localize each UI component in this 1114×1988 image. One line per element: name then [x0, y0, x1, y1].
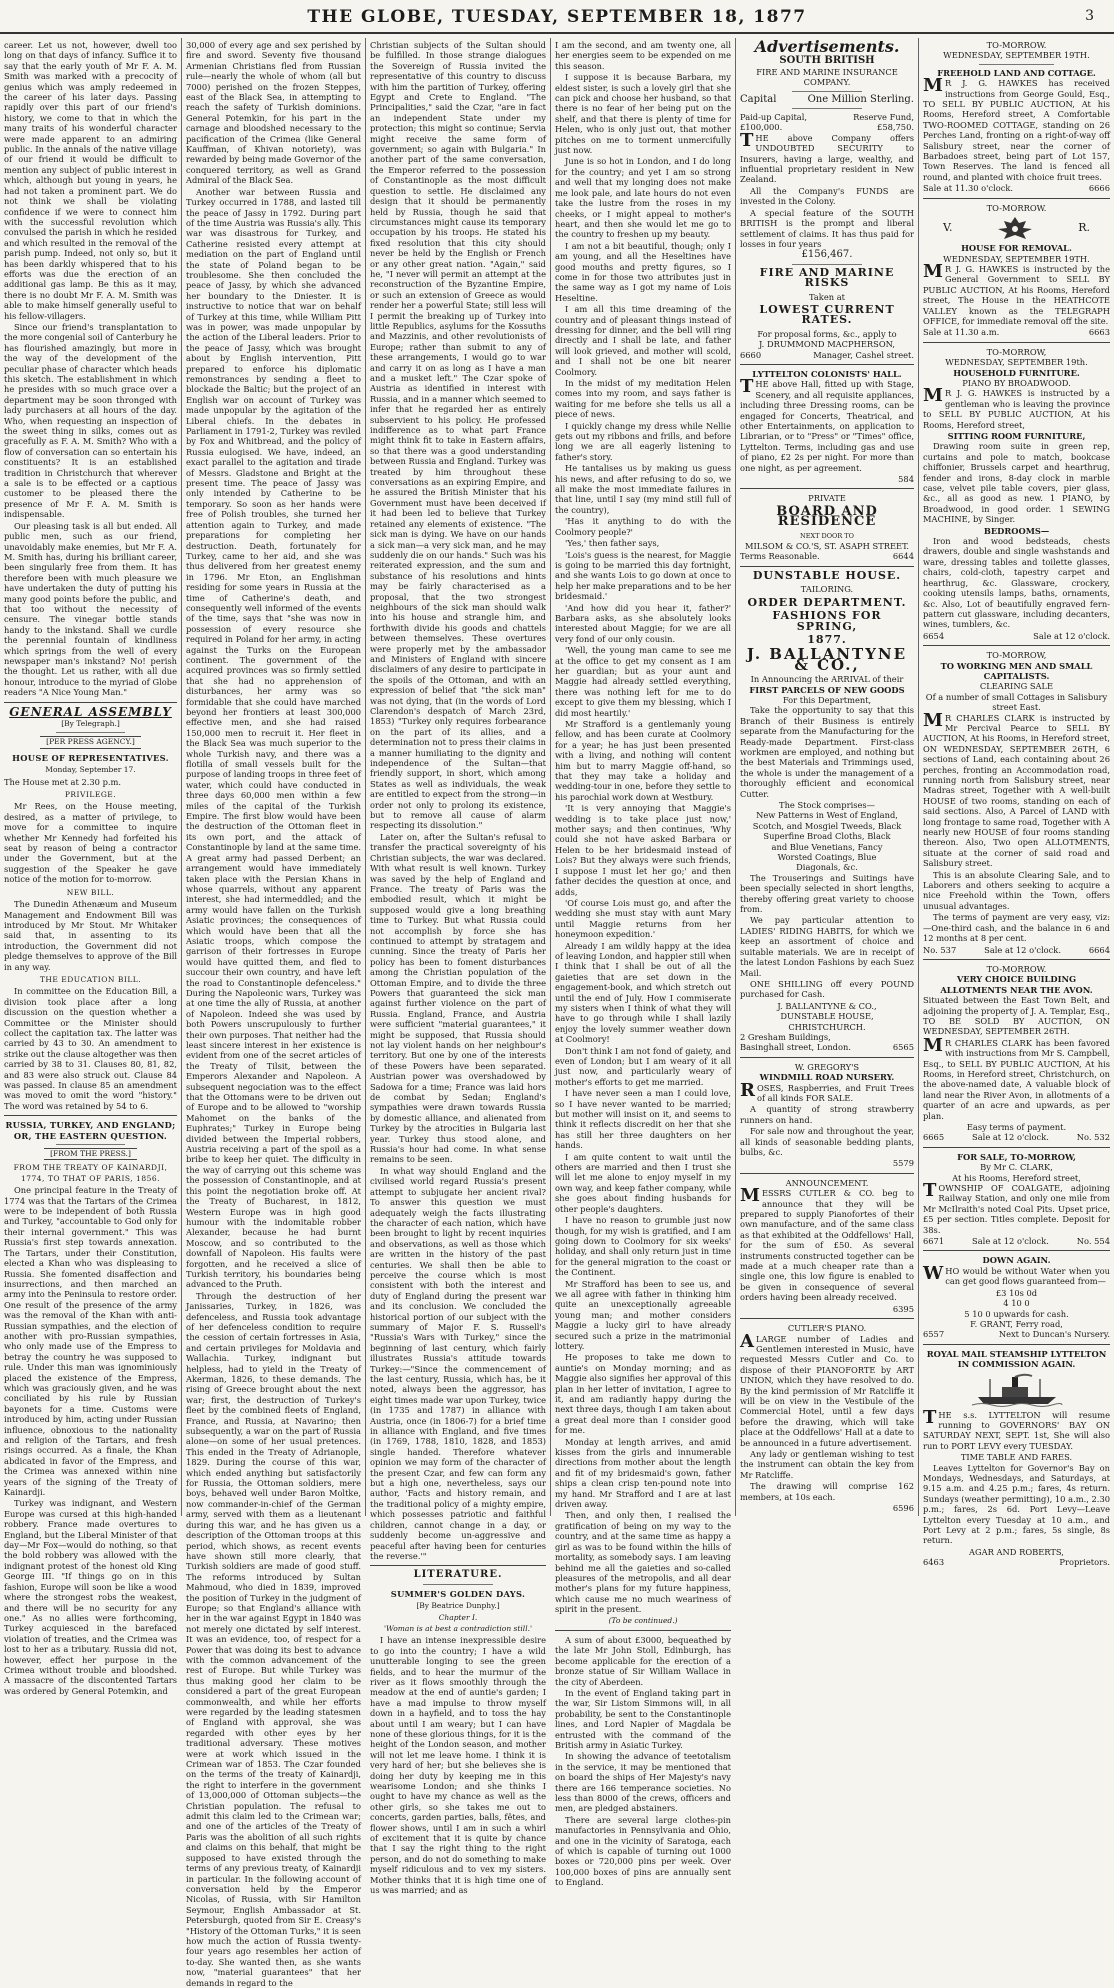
ad-ref: 6660 — [740, 349, 762, 360]
ad-paragraph: MR J. G. HAWKES is instructed by a gentleman who is leaving the province to SELL BY PUBLIC AUCTION, At his Rooms, Hereford street, — [923, 385, 1110, 430]
story-paragraph: Then, and only then, I realised the gratification of being on my way to the country, and at the same time as happy a girl as was to be found within the hills of mortality, as somebody says. I am leaving behind me all the gaieties and so-called pleasures of the metropolis, and all dear mother's plans for my future happiness, which cause me no much weariness of spirit in the present. — [555, 1510, 731, 1615]
ad-when: TO-MORROW. — [986, 963, 1047, 974]
ad-ref: 6664 — [1088, 944, 1110, 955]
ad-signature: F. GRANT, Ferry road, — [970, 1318, 1063, 1329]
divider — [555, 1630, 731, 1631]
ad-paragraph: THE above Hall, fitted up with Stage, Scenery, and all requisite appliances, including three Dressing rooms, can be engaged for Concerts, Theatrical, and other Entertainments, on application to Librarian, or to "Press" or "Times" office, Lyttelton. Terms, including gas and use of piano, £2 2s per night. For more than one night, as per agreement. — [740, 376, 914, 473]
story-paragraph: I am all this time dreaming of the country and of pleasant things instead of dressing for dinner, and the bell will ring directly and I shall be late, and father will look grieved, and mother will scold, and I shall not be one bit nearer Coolmory. — [555, 304, 731, 377]
ad-title: FIRE AND MARINE RISKS — [759, 265, 895, 290]
ad-date: WEDNESDAY, SEPTEMBER 19TH. — [943, 50, 1090, 61]
story-paragraph: I have no reason to grumble just now though, for my wish is gratified, and I am going down to Coolmory for six weeks' holiday, and shall only return just in time for the general migration to the coast or the Continent. — [555, 1215, 731, 1278]
price-item: 4 10 0 — [1003, 1298, 1030, 1309]
article-paragraph: Turkey was indignant, and Western Europe was cursed at this high-handed robbery. France made overtures to England, but the Liberal Minister of that day—Mr Fox—would do nothing, so that the bold robbery was allowed with the indignant protest of the honest old King George III. "If things go on in this fashion, Europe will soon be like a wood where the strongest robs the weakest, and there will be no security for any one." As no allies were forthcoming, Turkey acquiesced in the barefaced violation of treaties, and the Crimea was lost to her as a tributary. Russia did not, however, effect her purpose in the Crimea without trouble and bloodshed. A massacre of the discontented Tartars was ordered by General Potemkin, and — [4, 1498, 177, 1696]
ad-line: FIRST PARCELS OF NEW GOODS — [749, 684, 905, 695]
ad-paragraph: TOWNSHIP OF COALGATE, adjoining Railway Station, and only one mile from Mr McIlraith's noted Coal Pits. Upset price, £5 per section. Titles complete. Deposit for 38s. — [923, 1180, 1110, 1235]
chapter-label: Chapter I. — [438, 1612, 478, 1622]
ad-title: VERY CHOICE BUILDING ALLOTMENTS NEAR THE AVON. — [940, 974, 1093, 995]
ad-ref: 6463 — [923, 1557, 945, 1568]
story-paragraph: Already I am wildly happy at the idea of leaving London, and happier still when I think that I shall be out of all the gaieties that are set down in the engagement-book, and which stretch out until the end of July. How I commiserate my sisters when I think of what they will have to go through while I shall lazily enjoy the lovely summer weather down at Coolmory! — [555, 940, 731, 1045]
ad-title: DOWN AGAIN. — [982, 1255, 1051, 1266]
ad-paragraph: Leaves Lyttelton for Governor's Bay on Mondays, Wednesdays, and Saturdays, at 9.15 a.m. and 4.25 p.m.; fares, 4s return. Sundays (weather permitting), 10 a.m., 2.30 p.m.; fares, 2s 6d. Port Levy—Leave Lyttelton every Tuesday at 10 a.m., and Port Levy at 2 p.m.; fares, 5s single, 8s return. — [923, 1462, 1110, 1546]
ad-paragraph: MR J. G. HAWKES has received instructions from George Gould, Esq., TO SELL BY PUBLIC AUCTION, At his Rooms, Hereford street, A Comfortable TWO-ROOMED COTTAGE, standing on 26 Perches Land, fronting on a right-of-way off Salisbury street, near the corner of Barbadoes street, being part of Lot 157, Town Reserves. The land is fenced all round, and planted with choice fruit trees. — [923, 75, 1110, 182]
ad-line: Proprietors. — [1059, 1557, 1110, 1568]
ad-when: TO-MORROW, — [986, 650, 1047, 661]
ad-paragraph: MR CHARLES CLARK is instructed by Mr Percival Pearce to SELL BY AUCTION, At his Rooms, in Hereford street, ON WEDNESDAY, SEPTEMBER 26TH, 6 sections of Land, each containing about 26 perches, fronting an Accommodation road, running north from Salisbury street, near Madras street, Together with A well-built HOUSE of two rooms, standing on each of said sections. Also, A Parcel of LAND with long frontage to same road, Together with A nearly new HOUSE of four rooms standing thereon. Also, Two open ALLOTMENTS, situate at the corner of said road and Salisbury street. — [923, 709, 1110, 869]
ad-total: £156,467. — [801, 249, 853, 261]
news-item: A sum of about £3000, bequeathed by the late Mr John Stoll, Edinburgh, has become applicable for the erection of a bronze statue of Sir William Wallace in the city of Aberdeen. — [555, 1634, 731, 1687]
ad-title: CUTLER'S PIANO. — [787, 1323, 867, 1334]
ad-title: BOARD AND RESIDENCE — [776, 503, 878, 530]
price-item: £3 10s 0d — [995, 1287, 1038, 1298]
column-4 — [551, 40, 735, 1888]
ad-line: TIME TABLE AND FARES. — [960, 1452, 1073, 1463]
subheading: THE EDUCATION BILL. — [39, 974, 142, 984]
ad-title: LOWEST CURRENT RATES. — [759, 302, 895, 327]
ad-title: WINDMILL ROAD NURSERY. — [759, 1072, 895, 1083]
funds-row — [740, 122, 914, 132]
section-heading: RUSSIA, TURKEY, AND ENGLAND; OR, THE EASTERN QUESTION. — [5, 1120, 176, 1141]
ad-paragraph: This is an absolute Clearing Sale, and to Laborers and others seeking to acquire a nice Freehold within the Town, offers unusual advantages. — [923, 869, 1110, 911]
ad-ref: No. 532 — [1076, 1132, 1110, 1143]
article-paragraph: I have an intense inexpressible desire to go into the country; I have a wild unutterable longing to see the green fields, and to hear the murmur of the river as it flows smoothly through the meadow at the end of auntie's garden; I have a mad impulse to throw myself down in a hayfield, and to toss the hay about until I am weary; but I can have none of these glorious things, for it is the height of the London season, and mother will not let me leave home. I think it is very hard of her; but she believes she is doing her duty by keeping me in this wearisome London; and she thinks I ought to have my chance as well as the other girls, so she takes me out to concerts, garden parties, balls, fêtes, and flower shows, until I am in such a whirl of excitement that it is quite by chance that I say the right thing to the right person, and do not do something to make myself ridiculous and to vex my sisters. Mother thinks that it is high time one of us was married; and as — [370, 1635, 546, 1896]
paid-value: £100,000. — [740, 122, 783, 133]
capital-row — [740, 95, 914, 105]
ad-line: 2 Gresham Buildings, — [740, 1031, 831, 1042]
capital-value: One Million Sterling. — [807, 93, 914, 105]
ad-paragraph: For sale now and throughout the year, all kinds of seasonable bedding plants, bulbs, &c. — [740, 1126, 914, 1157]
ad-paragraph: Drawing room suite in green rep, curtains and pole to match, bookcase chiffonier, Brussels carpet and hearthrug, fender and irons, 8-day clock in marble case, velvet pile table covers, pier glass, &c., all as good as new. 1 PIANO, by Broadwood, in good order. 1 SEWING MACHINE, by Singer. — [923, 441, 1110, 525]
ad-ref: 6596 — [892, 1503, 914, 1513]
divider — [423, 1584, 493, 1585]
ad-footer — [740, 350, 914, 360]
source-line: [FROM THE PRESS.] — [44, 1148, 137, 1160]
divider — [56, 732, 125, 733]
divider — [923, 959, 1110, 960]
ad-ref: 6395 — [892, 1303, 914, 1314]
story-paragraph: June is so hot in London, and I do long for the country; and yet I am so strong and well that my longing does not make me look pale, and late hours do not even take the lustre from the roses in my cheeks, or I might appeal to mother's heart, and then she would let me go to the country to freshen up my beauty. — [555, 156, 731, 240]
ad-footer — [923, 1236, 1110, 1246]
sale-time: Sale at 12 o'clock. — [984, 944, 1061, 955]
ad-line: Taken at — [808, 291, 846, 302]
ad-line: PIANO BY BROADWOOD. — [962, 377, 1071, 388]
article-paragraph: Mr Rees, on the House meeting, desired, as a matter of privilege, to move for a committee to inquire whether Mr Kennedy had forfeited his seat by reason of being a contractor under the Government, but at the suggestion of the Speaker he gave notice of the motion for to-morrow. — [4, 801, 177, 885]
ad-paragraph: ROSES, Raspberries, and Fruit Trees of all kinds FOR SALE. — [740, 1079, 914, 1103]
story-paragraph: 'Yes,' then father says, — [565, 538, 660, 549]
ad-line: TAILORING. — [800, 584, 854, 595]
article-paragraph: Later on, after the Sultan's refusal to transfer the practical sovereignty of his Christian subjects, the war was declared. With what result is well known. Turkey was saved by the help of England and France. The treaty of Paris was the embodied result, which it might be supposed would give a long breathing time to Turkey. But what Russia could not accomplish by force she has continued to attempt by stratagem and cunning. Since the treaty of Paris her policy has been to foment disturbances among the Christian population of the Ottoman Empire, and to divide the three Powers that guaranteed the sick man against further violence on the part of Russia. England, France, and Austria were sufficient "material guarantees," it might be supposed, that Russia should not lay violent hands on her neighbour's territory. But one by one of the interests of these Powers have been separated. Austrian power was overshadowed by Sadowa for a time; France was laid hors de combat by Sedan; England's sympathies were drawn towards Russia by domestic alliance, and alienated from Turkey by the atrocities in Bulgaria last year. Turkey thus stood alone, and Russia's hour had come. In what sense remains to be seen. — [370, 831, 546, 1165]
date-line: Monday, September 17. — [45, 765, 136, 775]
divider — [923, 1147, 1110, 1148]
sale-time: Sale at 11.30 o'clock. — [923, 183, 1014, 194]
story-title: SUMMER'S GOLDEN DAYS. — [390, 1588, 526, 1599]
column-3 — [366, 40, 550, 1896]
ad-ref: 6654 — [923, 630, 945, 641]
story-paragraph: 'It is very annoying that Maggie's wedding is to take place just now,' mother says; and then continues, 'Why could she not have asked Barbara or Helen to be her bridesmaid instead of Lois? But they always were such friends, I suppose I must let her go;' and then father decides the question at once, and adds, — [555, 803, 731, 897]
divider — [4, 702, 177, 703]
ad-subtitle: FIRE AND MARINE INSURANCE COMPANY. — [756, 66, 898, 88]
ad-signature: J. BALLANTYNE & CO., — [777, 1000, 877, 1011]
ad-paragraph: THE s.s. LYTTELTON will resume running to GOVERNORS' BAY ON SATURDAY NEXT, SEPT. 1st, She will also run to PORT LEVY every TUESDAY. — [923, 1406, 1110, 1451]
story-paragraph: I am not a bit beautiful, though; only I am young, and all the Heseltines have good mouths and pretty figures, so I come in for those two attributes just in the same way as I got my name of Lois Heseltine. — [555, 240, 731, 303]
divider — [740, 566, 914, 567]
ad-line: NEXT DOOR TO — [800, 531, 854, 540]
story-paragraph: Mr Strafford is a gentlemanly young fellow, and has been curate at Coolmory for a year; he has just been presented with a living, and nothing will content him but to marry Maggie off-hand, so that they may take a holiday and wedding-tour in one, before they settle to his parochial work down at Westbury. — [555, 719, 731, 802]
reserve-label: Reserve Fund, — [853, 112, 914, 123]
price-item: 5 10 0 upwards for cash. — [964, 1308, 1069, 1319]
article-paragraph: career. Let us not, however, dwell too long on that days of infancy. Suffice it to say that the early youth of Mr F. A. M. Smith was marked with a precocity of genius which was amply redeemed in the career of his later days. Passing rapidly over this part of our friend's history, we come to that in which the many traits of his wonderful character were made apparent to an admiring public. In the annals of the native village of our friend it would be difficult to mention any subject of public interest in which, although but young in years, he had not taken a prominent part. We do not think we shall be violating confidence if we were to connect him with the successful revolution which convulsed the parish in which he resided and which resulted in the removal of the parish pump. Indeed, not only so, but it has been darkly whispered that to his efforts was due the erection of an additional gas lamp. Be this as it may, there is no doubt Mr F. A. M. Smith was able to make himself generally useful to his fellow-villagers. — [4, 40, 177, 321]
column-6 — [919, 40, 1114, 1568]
story-paragraph: Mr Strafford has been to see us, and we all agree with father in thinking him quite an unexceptionally agreeable young man; and mother considers Maggie a lucky girl to have already secured such a prize in the matrimonial lottery. — [555, 1278, 731, 1351]
source-line: [PER PRESS AGENCY.] — [40, 736, 141, 748]
divider — [979, 64, 1054, 65]
ad-when: TO-MORROW. — [986, 202, 1047, 213]
paid-label: Paid-up Capital, — [740, 112, 808, 123]
column-2 — [182, 40, 365, 1988]
ad-title: ROYAL MAIL STEAMSHIP LYTTELTON IN COMMISSION AGAIN. — [926, 1348, 1107, 1370]
ad-title: SOUTH BRITISH — [779, 55, 875, 67]
ad-title: 1877. — [807, 632, 847, 646]
news-item: In the event of England taking part in the war, Sir Listom Simmons will, in all probability, be sent to the Constantinople lines, and Lord Napier of Magdala be entrusted with the command of the British army in Asiatic Turkey. — [555, 1687, 731, 1750]
story-paragraph: He proposes to take me down to auntie's on Monday morning; and as Maggie also signifies her approval of this plan in her letter of invitation, I agree to it, and am radiantly happy during the next three days, though I am taken about a great deal more than I consider good for me. — [555, 1352, 731, 1436]
article-paragraph: The Dunedin Athenæum and Museum Management and Endowment Bill was introduced by Mr Stout. Mr Whitaker said that, in assenting to its introduction, the Government did not pledge themselves to approve of the Bill in any way. — [4, 899, 177, 972]
ad-when: TO-MORROW. — [986, 40, 1047, 50]
story-paragraph: In the midst of my meditation Helen comes into my room, and says father is waiting for me before she tells us all a piece of news. — [555, 378, 731, 420]
ad-title: W. GREGORY'S — [794, 1061, 860, 1072]
story-paragraph: I am quite content to wait until the others are married and then I trust she will let me alone to enjoy myself in my own way, and keep father company, while she goes about finding husbands for other people's daughters. — [555, 1151, 731, 1214]
ad-footer — [923, 1557, 1110, 1567]
news-item: In showing the advance of teetotalism in the service, it may be mentioned that on board the ships of Her Majesty's navy there are 166 temperance societies. No less than 8000 of the crews, officers and men, are pledged abstainers. — [555, 1751, 731, 1814]
ad-ref: 6644 — [892, 551, 914, 562]
article-paragraph: In what way should England and the civilised world regard Russia's present attempt to subjugate her ancient rival? To answer this question we must adequately weigh the facts illustrating the character of each nation, which have been brought to light by recent inquiries and observations, as well as those which are written in the history of the past centuries. We shall then be able to perceive the course which is most consistent with both the interest and duty of England during the present war and its conclusion. We concluded the historical portion of our subject with the summary of Major F. S. Russell's "Russia's Wars with Turkey," since the beginning of last century, which fairly illustrates Russia's attitude towards Turkey:—"Since the commencement of the last century, Russia, which has, be it noted, always been the aggressor, has eight times made war upon Turkey, twice (in 1735 and 1787) in alliance with Austria, once (in 1806-7) for a brief time in alliance with England, and five times (in 1769, 1788, 1810, 1828, and 1853) single handed. Therefore whatever opinion we may form of the character of the present Czar, and few can form any but a high one, nevertheless, says our author, 'Facts and history remain, and the traditional policy of a mighty empire, which possesses patriotic and faithful children, cannot change in a day, or suddenly become un-aggressive and peaceful after having been for centuries the reverse.'" — [370, 1165, 546, 1561]
story-paragraph: I am the second, and am twenty one, all her energies seem to be expended on me this season. — [555, 40, 731, 71]
ad-footer — [923, 1329, 1110, 1339]
ad-line: BEDROOMS— — [983, 525, 1050, 536]
crest-row — [923, 213, 1110, 243]
ad-ref: 6665 — [923, 1132, 945, 1143]
divider — [923, 645, 1110, 646]
divider — [56, 1144, 125, 1145]
story-paragraph: I have never seen a man I could love, so I have never wanted to be married; but mother will insist on it, and seems to think it reflects discredit on her that she has still her three daughters on her hands. — [555, 1088, 731, 1151]
ad-ref: No. 537 — [923, 944, 957, 955]
masthead — [0, 0, 1114, 34]
ad-title: FOR SALE, TO-MORROW, — [957, 1151, 1076, 1162]
source-line: [By Telegraph.] — [61, 719, 120, 728]
ad-paragraph: MR J. G. HAWKES is instructed by the General Government to SELL BY PUBLIC AUCTION, At his Rooms, Hereford street, The House in the HEATHCOTE VALLEY known as the TELEGRAPH OFFICE, for immediate removal off the site. — [923, 260, 1110, 326]
ad-ref: 6666 — [1088, 183, 1110, 194]
ad-line: By Mr C. CLARK, — [980, 1162, 1053, 1173]
ad-signature: AGAR AND ROBERTS, — [969, 1546, 1064, 1557]
ad-paragraph: Take the opportunity to say that this Branch of their Business is entirely separate from the Manufacturing for the Ready-made Department. First-class workmen are employed, and nothing but the best Materials and Trimmings used, the whole is under the management of a thoroughly efficient and economical Cutter. — [740, 705, 914, 799]
stock-item: Scotch, and Mosgiel Tweeds, Black — [752, 820, 902, 831]
reserve-value: £58,750. — [877, 122, 914, 133]
ad-title: ANNOUNCEMENT. — [785, 1177, 869, 1188]
ad-footer — [923, 1132, 1110, 1142]
stock-item: Superfine Broad Cloths, Black — [763, 831, 891, 842]
divider — [923, 1344, 1110, 1345]
ad-paragraph: Situated between the East Town Belt, and adjoining the property of J. A. Templar, Esq., TO BE SOLD BY AUCTION, ON WEDNESDAY, SEPTEMBER 26TH. — [923, 995, 1110, 1037]
crest-letter: R. — [1078, 220, 1090, 234]
ad-title: FASHIONS FOR SPRING, — [772, 609, 882, 633]
ad-footer — [740, 1042, 914, 1052]
divider — [740, 488, 914, 489]
divider — [740, 1173, 914, 1174]
news-item: There are several large clothes-pin manufactories in Pennsylvania and Ohio, and one in the vicinity of Saratoga, each of which is capable of turning out 1000 boxes or 720,000 pins per week. Over 100,000 boxes of pins are annually sent to England. — [555, 1814, 731, 1888]
ad-paragraph: ONE SHILLING off every POUND purchased for Cash. — [740, 978, 914, 1000]
stock-item: New Patterns in West of England, — [756, 810, 898, 821]
section-heading: HOUSE OF REPRESENTATIVES. — [12, 752, 169, 763]
story-paragraph: 'Lois's guess is the nearest, for Maggie is going to be married this day fortnight, and she wants Lois to go down at once to help her make preparations and to be her bridesmaid.' — [555, 549, 731, 602]
ad-paragraph: A quantity of strong strawberry runners on hand. — [740, 1104, 914, 1125]
ad-paragraph: Any lady or gentleman wishing to test the instrument can obtain the key from Mr Ratcliffe. — [740, 1448, 914, 1480]
advertisements-heading: Advertisements. — [754, 37, 900, 56]
byline: [By Beatrice Dunphy.] — [416, 1601, 500, 1611]
article-paragraph: One principal feature in the Treaty of 1774 was that the Tartars of the Crimea were to be independent of both Russia and Turkey, "accountable to God only for their internal government." This was Russia's first step towards annexation. The Tartars, under their Constitution, elected a Khan who was displeasing to Russia. She fomented disaffection and insurrections, and then marched an army into the Peninsula to restore order. One result of the presence of the army was the removal of the Khan with anti-Russian sympathies, and the election of another with pro-Russian sympathies, who only made use of the Empress to betray the country he was supposed to rule. Under this man was ignominiously placed the existence of the Empress, which was graciously given, and he was conciliated by his rule by Russian bayonets for a time. Customs were introduced by him, acting under Russian influence, obnoxious to the nationality and religion of the Tartars, and fresh risings occurred. As a finale, the Khan abdicated in favor of the Empress, and the Crimea was annexed within nine years of the signing of the Treaty of Kainardji. — [4, 1185, 177, 1498]
ad-paragraph: ALARGE number of Ladies and Gentlemen interested in Music, have requested Messrs Cutler and Co. to dispose of their PIANOFORTE by ART UNION, which they have resolved to do. By the kind permission of Mr Ratcliffe it will be on view in the Vestibule of the Commercial Hotel, until a few days before the drawing, which will take place at the Oddfellows' Hall at a date to be announced in a future advertisement. — [740, 1330, 914, 1448]
column-1 — [0, 40, 181, 1696]
ad-ref: No. 554 — [1076, 1236, 1110, 1247]
ad-paragraph: The terms of payment are very easy, viz:—One-third cash, and the balance in 6 and 12 months at 8 per cent. — [923, 912, 1110, 944]
story-paragraph: Monday at length arrives, and amid kisses from the girls and innumerable directions from mother about the length and fit of my bridesmaid's gown, father ships a clean crisp ten-pound note into my hand. Mr Strafford and I are at last driven away. — [555, 1436, 731, 1510]
ad-line: J. DRUMMOND MACPHERSON, — [759, 339, 895, 350]
divider — [792, 108, 862, 109]
ad-title: TO WORKING MEN AND SMALL CAPITALISTS. — [940, 660, 1093, 681]
divider — [4, 1115, 177, 1116]
divider — [792, 264, 862, 265]
ad-date: WEDNESDAY, SEPTEMBER 19TH. — [943, 253, 1090, 264]
ad-title: ORDER DEPARTMENT. — [747, 595, 907, 609]
ad-paragraph: MESSRS CUTLER & CO. beg to announce that they will be prepared to supply Pianofortes of their own manufacture, and of the same class as that exhibited at the Oddfellows' Hall, for the sum of £50. As several instruments constructed together can be made at a much cheaper rate than a single one, this low figure is enabled to be given in consequence of several orders having been already received. — [740, 1185, 914, 1303]
ad-signature: CHRISTCHURCH. — [788, 1021, 866, 1032]
ad-ref: 584 — [898, 474, 914, 485]
ad-ref: 6557 — [923, 1329, 945, 1340]
ad-footer — [923, 945, 1110, 955]
divider — [923, 342, 1110, 343]
divider — [923, 1250, 1110, 1251]
ad-ref: 6565 — [892, 1042, 914, 1053]
ad-brand: J. BALLANTYNE & CO., — [746, 645, 908, 674]
ad-line: Manager, Cashel street. — [813, 349, 914, 360]
funds-row — [740, 112, 914, 122]
page-number: 3 — [1085, 8, 1094, 24]
story-paragraph: He tantalises us by making us guess his news, and after refusing to do so, we all make the most immediate failures in that line, until I say (my mind still full of the country), — [555, 463, 731, 515]
divider — [792, 91, 862, 92]
sale-time: Sale at 12 o'clock. — [1033, 630, 1110, 641]
story-paragraph: 'Has it anything to do with the Coolmory people?' — [555, 516, 731, 537]
ad-when: TO-MORROW, — [986, 346, 1047, 357]
ad-line: Of a number of small Cottages in Salisbury street East. — [925, 691, 1108, 713]
ad-paragraph: We pay particular attention to LADIES' RIDING HABITS, for which we keep an assortment of choice and suitable materials. We are in receipt of the latest London Fashions by each Suez Mail. — [740, 915, 914, 978]
ad-line: The Stock comprises— — [779, 800, 875, 810]
ad-line: MILSOM & CO.'S, ST. ASAPH STREET. — [744, 541, 910, 552]
ad-paragraph: Iron and wood bedsteads, chests drawers, double and single washstands and ware, dressing tables and toilette glasses, chairs, cold-cloth, tapestry carpet and hearthrug, &c. Glassware, crockery, cooking utensils lamps, baths, ornaments, &c. Also, Lot of beautifully engraved fern-pattern cut glassware, including decanters, wines, tumblers, &c. — [923, 536, 1110, 630]
story-paragraph: 'Well, the young man came to see me at the office to get my consent as I am her guardian; but as your aunt and Maggie had already settled everything, there was nothing left for me to do except to give them my blessing, which I did most heartily.' — [555, 645, 731, 718]
ad-paragraph: WHO would be without Water when you can get good flows guaranteed from— — [923, 1262, 1110, 1287]
ad-footer — [740, 551, 914, 561]
ad-line: Basinghall street, London. — [740, 1042, 851, 1053]
newspaper-title: THE GLOBE, TUESDAY, SEPTEMBER 18, 1877 — [307, 7, 807, 27]
story-paragraph: 'Of course Lois must go, and after the wedding she must stay with aunt Mary until Maggie returns from her honeymoon expedition.' — [555, 897, 731, 940]
ad-paragraph: THE above Company offers UNDOUBTED SECURITY to Insurers, having a large, wealthy, and influential proprietary resident in New Zealand. — [740, 129, 914, 185]
ad-line: At his Rooms, Hereford street, — [952, 1172, 1081, 1183]
section-heading: LITERATURE. — [413, 1569, 503, 1581]
divider — [740, 1318, 914, 1319]
ad-line: Easy terms of payment. — [966, 1122, 1067, 1132]
story-paragraph: Don't think I am not fond of gaiety, and even of London; but I am weary of it all just now, and particularly weary of mother's efforts to get me married. — [555, 1045, 731, 1087]
ad-line: In Announcing the ARRIVAL of their — [750, 674, 904, 685]
ad-line: For proposal forms, &c., apply to — [757, 328, 897, 339]
column-5 — [736, 37, 918, 1515]
ad-line: CLEARING SALE — [979, 681, 1054, 692]
divider — [740, 364, 914, 365]
ad-line: For this Department, — [782, 694, 872, 705]
sale-time: Sale at 12 o'clock. — [972, 1132, 1049, 1143]
ad-line: PRIVATE — [808, 493, 846, 504]
story-paragraph: I suppose it is because Barbara, my eldest sister, is such a lovely girl that she can pick and choose her husband, so that there is no fear of her being put on the shelf, and that there is plenty of time for Helen, who is only just out, that mother pitches on me to torment unmercifully just now. — [555, 72, 731, 156]
story-paragraph: I quickly change my dress while Nellie gets out my ribbons and frills, and before long we are all eagerly listening to father's story. — [555, 420, 731, 462]
stock-item: Worsted Coatings, Blue — [777, 852, 877, 863]
continued-note: (To be continued.) — [608, 1615, 678, 1625]
article-paragraph: Through the destruction of her Janissaries, Turkey, in 1826, was defenceless, and Russia took advantage of her defenceless condition to require the cession of certain fortresses in Asia, and certain privileges for Moldavia and Wallachia. Turkey, indignant but helpless, had to yield in the Treaty of Akerman, 1826, to these demands. The rising of Greece brought about the next war; first, the destruction of Turkey's fleet by the combined fleets of England, France, and Russia, at Navarino; then subsequently, a war on the part of Russia alone—on some of her usual pretences. This ended in the Treaty of Adrianople, 1829. During the course of this war, which ended anything but satisfactorily for Russia, the Ottoman soldiers, mere boys, behaved well under Baron Moltke, now commander-in-chief of the German army, served with them as a lieutenant during this war, and he has given us a description of the Ottoman troops at this period, which shows, as recent events have shown still more clearly, that Turkish soldiers are made of good stuff. The reforms introduced by Sultan Mahmoud, who died in 1839, improved the position of Turkey in the judgment of Europe; so that England's alliance with her in the war against Egypt in 1840 was not merely one dictated by self interest. It was an evidence, too, of respect for a Power that was doing its best to advance with the common advancement of the rest of Europe. But while Turkey was thus making good her claim to be considered a part of the great European commonwealth, and while her efforts were regarded by the leading statesmen of England with approval, she was regarded with other eyes by her traditional adversary. These motives were at work which issued in the Crimean war of 1853. The Czar founded on the terms of the treaty of Kainardji, the right to interfere in the government of 13,000,000 of Ottoman subjects—the Christian population. The refusal to admit this claim led to the Crimean war; and one of the articles of the Treaty of Paris was the abolition of all such rights and claims on this behalf, that might be supposed to have existed through the terms of any previous treaty, of Kainardji in particular. In the following account of conversation held by the Emperor Nicolas, of Russia, with Sir Hamilton Seymour, English Ambassador at St. Petersburgh, quoted from Sir E. Creasy's "History of the Ottoman Turks," it is seen how much the action of Russia twenty-four years ago resembles her action of to-day. She wanted then, as she wants now, "material guarantees" that her demands in regard to the — [186, 1290, 361, 1988]
ad-paragraph: The Trouserings and Suitings have been specially selected in short lengths, thereby offering great variety to choose from. — [740, 872, 914, 915]
ad-title: HOUSE FOR REMOVAL. — [961, 243, 1072, 254]
ad-footer — [923, 183, 1110, 193]
article-paragraph: 30,000 of every age and sex perished by fire and sword. Seventy five thousand Armenian Christians fled from Russian rule—nearly the whole of whom (all but 7000) perished on the frozen Steppes, east of the Black Sea, in attempting to reach the safety of Turkish dominions. General Potemkin, for his part in the carnage and bloodshed necessary to the pacification of the Crimea (like General Kauffman, of Khivan notoriety), was rewarded by being made Governor of the conquered territory, as well as Grand Admiral of the Black Sea. — [186, 40, 361, 186]
steamship-icon — [972, 1373, 1062, 1407]
article-paragraph: Another war between Russia and Turkey occurred in 1788, and lasted till the peace of Jassy in 1792. During part of the time Austria was Russia's ally. This war was disastrous for Turkey, and Catherine resisted every attempt at mediation on the part of England until the state of Poland began to be troublesome. She then concluded the peace of Jassy, by which she advanced her boundary to the Dniester. It is instructive to notice that war on behalf of Turkey at this time, while William Pitt was in power, was made unpopular by the action of the Liberal leaders. Prior to the peace of Jassy, which was brought about by English intervention, Pitt prepared to enforce his diplomatic remonstrances by sending a fleet to blockade the Baltic; but the project of an English war on account of Turkey was made unpopular by the agitation of the Liberal chiefs. In the debates in Parliament in 1791-2, Turkey was reviled by Fox and Whitbread, and the policy of Russia eulogised. We have, indeed, an exact parallel to the agitation and tirade of Messrs. Gladstone and Bright at the present time. The peace of Jassy was only intended by Catherine to be temporary. So soon as her hands were free of Polish troubles, she turned her attention again to Turkey, and made preparations for completing her destruction. Death, fortunately for Turkey, came to her aid, and she was thus delivered from her greatest enemy in 1796. Mr Eton, an Englishman residing for some years in Russia at the time of Catherine's death, and consequently well informed of the events of the time, says that "she was now in possession of every resource she required in Poland for her army, in acting against the Turks on the European continent. The government of the acquired provinces was so firmly settled that she had no apprehension of disturbances, her army was so formidable that she could have marched beyond her frontiers at least 300,000 effective men, and she had raised 150,000 men to recruit it. Her fleet in the Black Sea was much superior to the whole Turkish navy, and there was a flotilla of small vessels built for the purpose of landing troops in three feet of water, which could have conducted in three days 60,000 men within a few miles of the capital of the Turkish Empire. The first blow would have been the destruction of the Ottoman fleet in its own port, and the attack of Constantinople by land at the same time. A great army had passed Derbent; an arrangement would have immediately taken place with the Persian Khans in whose quarrels, without any apparent interest, she had intermeddled; and the army would have fallen on the Turkish Asiatic provinces; the consequences of which would have been that all the Asiatic troops, which compose the garrison of their fortresses in Europe would have quitted them, and fled to succour their own country, and have left the road to Constantinople defenceless." During the Napoleonic wars, Turkey was at one time the ally of Russia, at another of Napoleon. Indeed she was used by both Powers unscrupulously to further their own purposes. That neither had the least sincere interest in her existence is evident from one of the secret articles of the Treaty of Tilsit, between the Emperors Alexander and Napoleon. A subsequent negociation was to the effect that the Ottomans were to be driven out of Europe and to be allowed to "worship Mahomet on the banks of the Euphrates;" Turkey in Europe being divided between the Imperial robbers, Austria receiving a part of the spoil as a bribe to keep her quiet. The difficulty in the way of carrying out this scheme was the possession of Constantinople, and at this point the negotiation broke off. At the Treaty of Bucharest, in 1812, Western Europe was in high good humour with the indomitable robber Alexander, because he had burnt Moscow, and so contributed to the downfall of Napoleon. His faults were forgotten, and he received a slice of Turkish territory, his boundaries being advanced to the Pruth. — [186, 186, 361, 1290]
ad-line: Terms Reasonable. — [740, 551, 820, 562]
ad-paragraph: All the Company's FUNDS are invested in the Colony. — [740, 185, 914, 207]
ad-date: WEDNESDAY, SEPTEMBER 19th. — [945, 357, 1088, 368]
ad-footer — [923, 631, 1110, 641]
ad-signature: DUNSTABLE HOUSE, — [780, 1011, 874, 1022]
stock-item: Diagonals, &c. — [796, 862, 858, 873]
ad-footer — [923, 327, 1110, 337]
story-paragraph: 'And how did you hear it, father?' Barbara asks, as she absolutely looks interested about Maggie; for we are all very fond of our only cousin. — [555, 602, 731, 644]
ad-ref: 6663 — [1088, 327, 1110, 338]
sale-time: Sale at 11.30 a.m. — [923, 327, 1000, 338]
ad-title: HOUSEHOLD FURNITURE. — [953, 367, 1080, 378]
stock-item: and Blue Venetians, Fancy — [771, 841, 883, 852]
ad-paragraph: The drawing will comprise 162 members, at 10s each. — [740, 1481, 914, 1502]
article-paragraph: In committee on the Education Bill, a division took place after a long discussion on the question whether a Committee or the Minister should collect the capitation tax. The latter was carried by 43 to 30. An amendment to strike out the clause altogether was then carried by 38 to 31. Clauses 80, 81, 82, and 83 were also struck out. Clause 84 was passed. In clause 85 an amendment was moved to omit the word "history." The word was retained by 54 to 6. — [4, 986, 177, 1111]
ad-title: FREEHOLD LAND AND COTTAGE. — [937, 67, 1096, 78]
ad-line: SITTING ROOM FURNITURE, — [947, 431, 1086, 441]
divider — [740, 1057, 914, 1058]
ad-line: Next to Duncan's Nursery. — [998, 1329, 1110, 1340]
ad-title: DUNSTABLE HOUSE. — [752, 568, 902, 582]
divider — [370, 1565, 546, 1566]
article-paragraph: Since our friend's transplantation to the more congenial soil of Canterbury he has flourished amazingly, but more in the way of the development of the peculiar phase of character which heads this sketch. The establishment in which he presides with so much grace over a department may be soon thronged with lady purchasers at all hours of the day. Who, when requesting an inspection of the sweet thing in silks, comes out as gracefully as F. A. M. Smith? Who with a flow of conversation can so entertain his constituents? It is an established tradition in Christchurch that wherever a sale is to be effected or a captious customer to be pleased there the presence of Mr F. A. M. Smith is indispensable. — [4, 321, 177, 520]
royal-crest-icon — [992, 215, 1038, 241]
article-paragraph: Our pleasing task is all but ended. All public men, such as our friend, unavoidably make enemies, but Mr F. A. M. Smith has, during his brilliant career, been singularly free from them. It has therefore been with much pleasure we have undertaken the duty of putting his many good points before the public, and that too without the necessity of censure. The vinegar bottle stands handy to the inkstand. Shall we curdle the perennial fountain of kindliness which springs from the well of every newspaper man's inkstand? No! perish the thought. Let us rather, with all due honour, introduce to the myriad of Globe readers "A Nice Young Man." — [4, 520, 177, 698]
sale-time: Sale at 12 o'clock. — [972, 1236, 1049, 1247]
ad-ref: 5579 — [892, 1158, 914, 1169]
capital-label: Capital — [740, 93, 777, 105]
subheading: PRIVILEGE. — [64, 790, 117, 800]
ad-title: LYTTELTON COLONISTS' HALL. — [752, 368, 902, 379]
section-heading: GENERAL ASSEMBLY — [9, 704, 172, 719]
article-paragraph: Christian subjects of the Sultan should be fulfilled. In those strange dialogues the Sovereign of Russia invited the representative of this country to discuss with him the partition of Turkey, offering Egypt and Crete to England. "The Principalities," said the Czar, "are in fact an independent State under my protection; this might so continue; Servia might receive the same form of government; so again with Bulgaria." In another part of the same conversation, the Emperor referred to the possession of Constantinople as the most difficult question to settle. He disclaimed any design that it should be permanently held by Russia, though he said that circumstances might cause its temporary occupation by his troops. He stated his fixed resolution that this city should never be held by the English or French or any other great nation. "Again," said he, "I never will permit an attempt at the reconstruction of the Byzantine Empire, or such an extension of Greece as would render her a powerful State; still less will I permit the breaking up of Turkey into little Republics, asylums for the Kossuths and Mazzinis, and other revolutionists of Europe; rather than submit to any of these arrangements, I would go to war and carry it on as long as I have a man and a musket left." The Czar spoke of Austria as identified in interest with Russia, and in a manner which seemed to infer that he regarded her as entirely subservient to his policy. He professed indifference as to what part France might think fit to take in Eastern affairs, so that there was a good understanding between Russia and England. Turkey was treated by him throughout these conversations as an expiring Empire, and he assured the British Minister that his Government must have been deceived if it had been led to believe that Turkey retained any elements of existence. "The sick man is dying. We have on our hands a sick man—a very sick man, and he may suddenly die on our hands." Such was his reiterated expression, and the sum and substance of his resolutions and hints may be fairly characterised as a proposal, that the two strongest neighbours of the sick man should walk into his house and strangle him, and forthwith divide his goods and chattels between themselves. These overtures were properly met by the ambassador and Ministers of England with sincere disclaimers of any desire to participate in the spoils of the Ottoman, and with an expression of belief that "the sick man" was not dying, that (in the words of Lord Clarendon's despatch of March 23rd, 1853) "Turkey only requires forbearance on the part of its allies, and a determination not to press their claims in a manner humiliating to the dignity and independence of the Sultan—that friendly support, in short, which among States as well as individuals, the weak are entitled to expect from the strong—in order not only to prolong its existence, but to remove all cause of alarm respecting its dissolution." — [370, 40, 546, 831]
divider — [923, 198, 1110, 199]
subheading: FROM THE TREATY OF KAINARDJI, 1774, TO THAT OF PARIS, 1856. — [13, 1163, 168, 1183]
ad-paragraph: MR CHARLES CLARK has been favored with instructions from Mr S. Campbell, Esq., to SELL BY PUBLIC AUCTION, At his Rooms, in Hereford street, Christchurch, on the above-named date, A valuable block of land near the River Avon, in allotments of a quarter of an acre and upwards, as per plan. — [923, 1034, 1110, 1121]
subheading: NEW BILL. — [66, 887, 115, 897]
ad-ref: 6671 — [923, 1236, 945, 1247]
ad-paragraph: A special feature of the SOUTH BRITISH is the prompt and liberal settlement of claims. It has thus paid for losses in four years — [740, 207, 914, 249]
article-paragraph: The House met at 2.30 p.m. — [4, 776, 122, 787]
epigraph: 'Woman is at best a contradiction still.' — [383, 1623, 533, 1633]
crest-letter: V. — [943, 220, 953, 234]
